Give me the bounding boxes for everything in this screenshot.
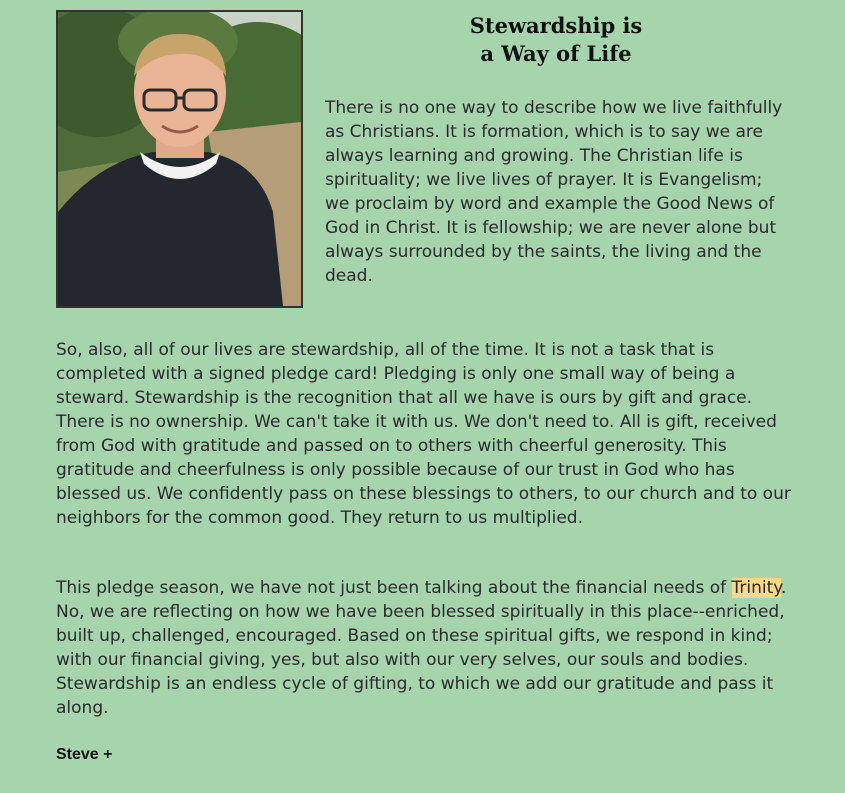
stewardship-paragraph: So, also, all of our lives are stewardship, all of the time. It is not a task that is completed with a signed pledge card! Pledging is only one small way of being a steward. Stewardship is the recognition that all we have is ours by gift and grace. There is no ownership. We can't take it with us. We don't need to. All is gift, received from God with gratitude and passed on to others with cheerful generosity. This gratitude and cheerfulness is only possible because of our trust in God who has blessed us. We confidently pass on these blessings to others, to our church and to our neighbors for the common good. They return to us multiplied. — [56, 340, 791, 528]
pledge-text-after: . No, we are reflecting on how we have been blessed spiritually in this place--enriched, built up, challenged, encouraged. Based on these spiritual gifts, we respond in kind; with our financial giving, yes, but also with our very selves, our souls and bodies. Stewardship is an endless cycle of gifting, to which we add our gratitude and pass it along. — [56, 578, 787, 718]
intro-paragraph: There is no one way to describe how we live faithfully as Christians. It is formation, which is to say we are always learning and growing. The Christian life is spirituality; we live lives of prayer. It is Evangelism; we proclaim by word and example the Good News of God in Christ. It is fellowship; we are never alone but always surrounded by the saints, the living and the dead. — [325, 98, 783, 286]
highlighted-term: Trinity — [731, 578, 781, 598]
title-line-1: Stewardship is — [469, 13, 643, 38]
author-photo — [56, 10, 303, 308]
pledge-season-paragraph — [56, 576, 791, 720]
pledge-text-before: This pledge season, we have not just been talking about the financial needs of — [56, 578, 732, 598]
title-line-2: a Way of Life — [480, 41, 632, 66]
author-signature: Steve + — [56, 746, 113, 763]
article-title — [326, 12, 786, 68]
